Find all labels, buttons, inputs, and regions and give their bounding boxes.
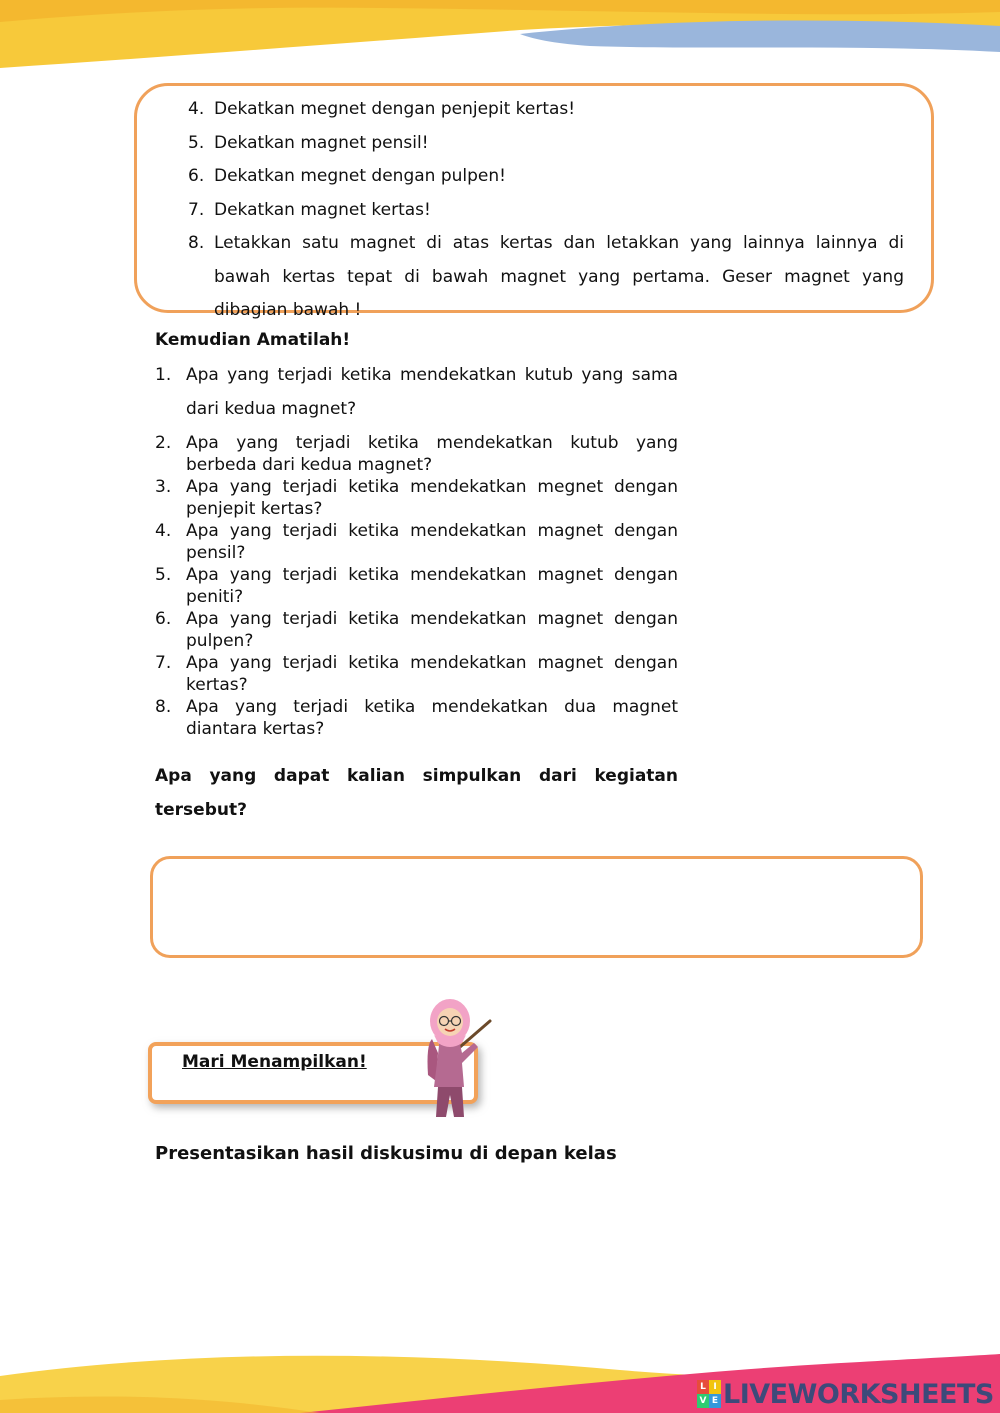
list-item: 6. Dekatkan megnet dengan pulpen! [188, 166, 506, 186]
conclusion-question: Apa yang dapat kalian simpulkan dari kegiatan tersebut? [155, 766, 678, 820]
list-item: 7. Dekatkan magnet kertas! [188, 199, 431, 220]
list-item: 2. Apa yang terjadi ketika mendekatkan kutub yang berbeda dari kedua magnet? [155, 433, 678, 475]
list-item: 3. Apa yang terjadi ketika mendekatkan megnet dengan penjepit kertas? [155, 477, 678, 519]
brand-logo [697, 1378, 994, 1410]
answer-input-box[interactable] [150, 856, 923, 958]
observe-heading: Kemudian Amatilah! [155, 330, 351, 350]
teacher-illustration [410, 995, 500, 1120]
list-item: 4. Apa yang terjadi ketika mendekatkan magnet dengan pensil? [155, 521, 678, 563]
questions-list [155, 359, 678, 740]
list-item: 8. Apa yang terjadi ketika mendekatkan dua magnet diantara kertas? [155, 697, 678, 739]
list-item: 7. Apa yang terjadi ketika mendekatkan magnet dengan kertas? [155, 653, 678, 695]
section-label: Mari Menampilkan! [182, 1052, 367, 1072]
steps-list [188, 93, 904, 328]
list-item: 1. Apa yang terjadi ketika mendekatkan kutub yang sama dari kedua magnet? [155, 365, 678, 419]
list-item: 6. Apa yang terjadi ketika mendekatkan magnet dengan pulpen? [155, 609, 678, 651]
list-item: 8. Letakkan satu magnet di atas kertas dan letakkan yang lainnya lainnya di bawah kertas tepat di bawah magnet yang pertama. Geser magnet yang dibagian bawah ! [188, 233, 904, 320]
brand-logo-icon: L I V E [697, 1380, 721, 1408]
list-item: 4. Dekatkan megnet dengan penjepit kertas! [188, 99, 576, 119]
top-wave-decoration [0, 0, 1000, 80]
brand-name: LIVEWORKSHEETS [723, 1378, 994, 1410]
presentation-instruction: Presentasikan hasil diskusimu di depan kelas [155, 1143, 617, 1164]
list-item: 5. Dekatkan magnet pensil! [188, 132, 429, 153]
list-item: 5. Apa yang terjadi ketika mendekatkan magnet dengan peniti? [155, 565, 678, 607]
